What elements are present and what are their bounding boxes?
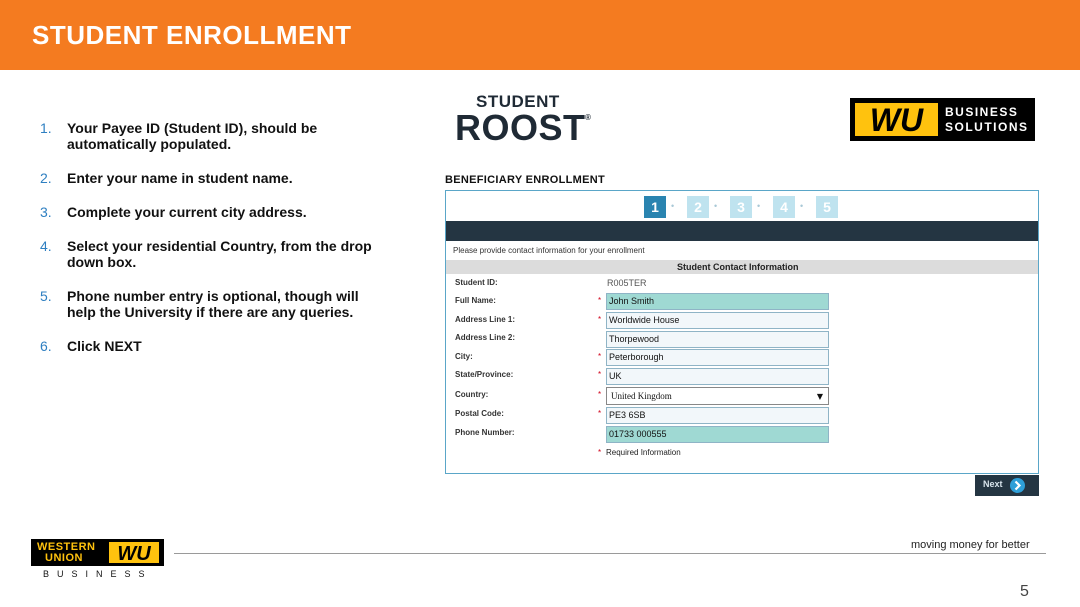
- postal-code-label: Postal Code:: [455, 409, 504, 418]
- next-button[interactable]: [975, 475, 1039, 496]
- step-5: 5: [816, 196, 838, 218]
- address-line-2-field[interactable]: Thorpewood: [606, 331, 829, 348]
- form-title: BENEFICIARY ENROLLMENT: [445, 174, 605, 186]
- footer-divider: [174, 553, 1046, 554]
- country-select-value: United Kingdom: [611, 391, 672, 401]
- instruction-number: 2.: [40, 170, 52, 186]
- business-label: BUSINESS: [43, 569, 153, 579]
- instruction-item: [40, 338, 380, 354]
- instruction-number: 5.: [40, 288, 52, 304]
- step-4: 4: [773, 196, 795, 218]
- form-intro-text: Please provide contact information for your enrollment: [453, 246, 645, 255]
- required-marker: *: [598, 315, 602, 324]
- state-province-field[interactable]: UK: [606, 368, 829, 385]
- dropdown-arrow-icon: ▼: [816, 392, 823, 401]
- required-note: Required Information: [606, 448, 681, 457]
- instruction-text: Your Payee ID (Student ID), should be automatically populated.: [67, 120, 318, 152]
- logo-text-solutions: SOLUTIONS: [945, 120, 1029, 134]
- student-id-label: Student ID:: [455, 278, 498, 287]
- step-1: 1: [644, 196, 666, 218]
- instruction-item: [40, 288, 380, 320]
- logo-text-roost: ROOST: [455, 107, 586, 148]
- logo-text-union: UNION: [45, 552, 83, 564]
- postal-code-field[interactable]: PE3 6SB: [606, 407, 829, 424]
- city-label: City:: [455, 352, 473, 361]
- instruction-text: Phone number entry is optional, though will help the University if there are any queries.: [67, 288, 359, 320]
- step-3: 3: [730, 196, 752, 218]
- logo-text-student: STUDENT: [476, 92, 560, 111]
- city-field[interactable]: Peterborough: [606, 349, 829, 366]
- instruction-item: [40, 238, 380, 270]
- instruction-number: 4.: [40, 238, 52, 254]
- wu-business-solutions-logo: [850, 98, 1035, 141]
- required-marker: *: [598, 370, 602, 379]
- logo-text-business: BUSINESS: [945, 105, 1019, 119]
- instruction-number: 1.: [40, 120, 52, 136]
- section-title: Student Contact Information: [677, 262, 799, 272]
- instruction-text: Complete your current city address.: [67, 204, 307, 220]
- phone-number-field[interactable]: 01733 000555: [606, 426, 829, 443]
- instruction-item: [40, 170, 380, 186]
- page-number: 5: [1020, 583, 1029, 600]
- footer-wu-mark: WU: [117, 543, 151, 563]
- trademark-symbol: ®: [585, 113, 591, 122]
- instruction-text: Click NEXT: [67, 338, 142, 354]
- address-line-1-label: Address Line 1:: [455, 315, 516, 324]
- address-line-1-field[interactable]: Worldwide House: [606, 312, 829, 329]
- logo-text-western: WESTERN: [37, 541, 96, 553]
- country-label: Country:: [455, 390, 489, 399]
- required-marker: *: [598, 390, 602, 399]
- section-header: [446, 260, 1038, 274]
- step-separator: •: [757, 201, 761, 211]
- arrow-right-icon: [1010, 478, 1025, 493]
- instruction-text: Select your residential Country, from the drop down box.: [67, 238, 372, 270]
- wu-logo-mark: WU: [869, 103, 924, 136]
- instruction-list: [40, 120, 380, 354]
- western-union-business-logo: [31, 539, 164, 566]
- required-marker: *: [598, 448, 602, 457]
- instruction-text: Enter your name in student name.: [67, 170, 293, 186]
- page-title: STUDENT ENROLLMENT: [32, 20, 352, 50]
- step-separator: •: [800, 201, 804, 211]
- country-select[interactable]: [606, 387, 829, 405]
- instruction-number: 3.: [40, 204, 52, 220]
- required-marker: *: [598, 409, 602, 418]
- page-header: [0, 0, 1080, 70]
- student-id-value: R005TER: [607, 278, 647, 288]
- required-marker: *: [598, 296, 602, 305]
- footer-tagline: moving money for better: [911, 539, 1030, 551]
- wu-logo-icon: [109, 542, 159, 563]
- wu-logo-icon: [855, 103, 938, 136]
- form-header-bar: [446, 221, 1038, 241]
- phone-number-label: Phone Number:: [455, 428, 515, 437]
- instruction-item: [40, 120, 380, 152]
- step-separator: •: [671, 201, 675, 211]
- required-marker: *: [598, 352, 602, 361]
- state-province-label: State/Province:: [455, 370, 514, 379]
- address-line-2-label: Address Line 2:: [455, 333, 516, 342]
- full-name-field[interactable]: John Smith: [606, 293, 829, 310]
- step-separator: •: [714, 201, 718, 211]
- enrollment-form: [445, 190, 1039, 474]
- next-button-label: Next: [983, 479, 1003, 489]
- instruction-item: [40, 204, 380, 220]
- full-name-label: Full Name:: [455, 296, 496, 305]
- instruction-number: 6.: [40, 338, 52, 354]
- step-2: 2: [687, 196, 709, 218]
